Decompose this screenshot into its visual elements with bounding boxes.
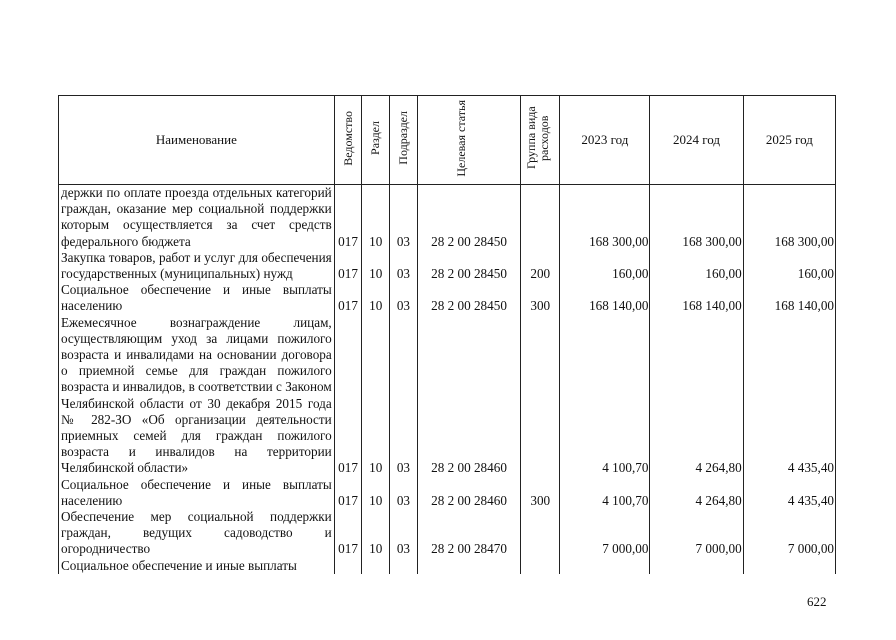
row-2025: 160,00 — [743, 250, 835, 282]
row-name: Ежемесячное вознаграждение лицам, осуществляющим уход за лицами пожилого возраста и инвалидами на основании договора о приемной семье для граждан пожилого возраста и инвалидов, в соответствии с Законом Челябинской области от 30 декабря 2015 года № 282-ЗО «Об организации деятельности приемных семей для граждан пожилого возраста и инвалидов на территории Челябинской области» — [59, 315, 335, 477]
row-vedomstvo: 017 — [334, 250, 362, 282]
row-name: Социальное обеспечение и иные выплаты населению — [59, 282, 335, 314]
row-2023: 168 140,00 — [560, 282, 650, 314]
row-2024: 4 264,80 — [650, 477, 743, 509]
row-name: Социальное обеспечение и иные выплаты — [59, 558, 335, 574]
row-razdel: 10 — [362, 185, 390, 250]
header-gruppa-label: Группа вида расходов — [524, 106, 552, 170]
header-vedomstvo — [334, 96, 362, 185]
row-2025: 168 140,00 — [743, 282, 835, 314]
row-celevaya: 28 2 00 28460 — [417, 477, 521, 509]
row-gruppa — [521, 509, 560, 558]
header-razdel-label: Раздел — [368, 121, 383, 155]
table-row — [59, 477, 836, 509]
row-celevaya: 28 2 00 28460 — [417, 315, 521, 477]
table-row — [59, 558, 836, 574]
row-2024: 168 140,00 — [650, 282, 743, 314]
row-podrazdel: 03 — [390, 250, 418, 282]
row-podrazdel: 03 — [390, 477, 418, 509]
row-gruppa: 300 — [521, 477, 560, 509]
row-gruppa — [521, 185, 560, 250]
row-name: Закупка товаров, работ и услуг для обеспечения государственных (муниципальных) нужд — [59, 250, 335, 282]
row-celevaya — [417, 558, 521, 574]
row-razdel: 10 — [362, 315, 390, 477]
row-2024: 4 264,80 — [650, 315, 743, 477]
row-celevaya: 28 2 00 28450 — [417, 185, 521, 250]
row-vedomstvo — [334, 558, 362, 574]
header-gruppa — [521, 96, 560, 185]
row-podrazdel: 03 — [390, 315, 418, 477]
row-2025 — [743, 558, 835, 574]
header-podrazdel — [390, 96, 418, 185]
header-name: Наименование — [59, 96, 335, 185]
table-row — [59, 282, 836, 314]
table-row — [59, 509, 836, 558]
row-celevaya: 28 2 00 28450 — [417, 282, 521, 314]
row-2023: 7 000,00 — [560, 509, 650, 558]
row-vedomstvo: 017 — [334, 282, 362, 314]
row-vedomstvo: 017 — [334, 185, 362, 250]
row-2023 — [560, 558, 650, 574]
row-razdel: 10 — [362, 509, 390, 558]
row-podrazdel — [390, 558, 418, 574]
row-podrazdel: 03 — [390, 185, 418, 250]
row-2024: 168 300,00 — [650, 185, 743, 250]
row-gruppa: 300 — [521, 282, 560, 314]
row-2024: 7 000,00 — [650, 509, 743, 558]
table-row — [59, 315, 836, 477]
row-2025: 4 435,40 — [743, 315, 835, 477]
row-vedomstvo: 017 — [334, 315, 362, 477]
table-header — [59, 96, 836, 185]
row-celevaya: 28 2 00 28470 — [417, 509, 521, 558]
header-celevaya — [417, 96, 521, 185]
row-razdel — [362, 558, 390, 574]
budget-table-page — [58, 95, 836, 574]
table-row — [59, 250, 836, 282]
header-2025: 2025 год — [743, 96, 835, 185]
header-vedomstvo-label: Ведомство — [340, 110, 355, 166]
header-celevaya-label: Целевая статья — [454, 99, 469, 177]
header-razdel — [362, 96, 390, 185]
row-2025: 168 300,00 — [743, 185, 835, 250]
row-2024 — [650, 558, 743, 574]
row-razdel: 10 — [362, 250, 390, 282]
row-vedomstvo: 017 — [334, 477, 362, 509]
row-gruppa — [521, 315, 560, 477]
table-row — [59, 185, 836, 250]
budget-table — [58, 95, 836, 574]
header-2024: 2024 год — [650, 96, 743, 185]
row-celevaya: 28 2 00 28450 — [417, 250, 521, 282]
row-vedomstvo: 017 — [334, 509, 362, 558]
header-podrazdel-label: Подраздел — [395, 111, 410, 165]
row-2025: 4 435,40 — [743, 477, 835, 509]
row-gruppa: 200 — [521, 250, 560, 282]
row-name: Обеспечение мер социальной поддержки граждан, ведущих садоводство и огородничество — [59, 509, 335, 558]
header-2023: 2023 год — [560, 96, 650, 185]
row-2024: 160,00 — [650, 250, 743, 282]
row-razdel: 10 — [362, 282, 390, 314]
row-gruppa — [521, 558, 560, 574]
row-2025: 7 000,00 — [743, 509, 835, 558]
row-podrazdel: 03 — [390, 509, 418, 558]
row-name: держки по оплате проезда отдельных категорий граждан, оказание мер социальной поддержки которым осуществляется за счет средств федерального бюджета — [59, 185, 335, 250]
page-number: 622 — [807, 594, 827, 609]
row-podrazdel: 03 — [390, 282, 418, 314]
row-name: Социальное обеспечение и иные выплаты населению — [59, 477, 335, 509]
row-razdel: 10 — [362, 477, 390, 509]
table-body — [59, 185, 836, 574]
row-2023: 160,00 — [560, 250, 650, 282]
row-2023: 4 100,70 — [560, 477, 650, 509]
row-2023: 168 300,00 — [560, 185, 650, 250]
row-2023: 4 100,70 — [560, 315, 650, 477]
